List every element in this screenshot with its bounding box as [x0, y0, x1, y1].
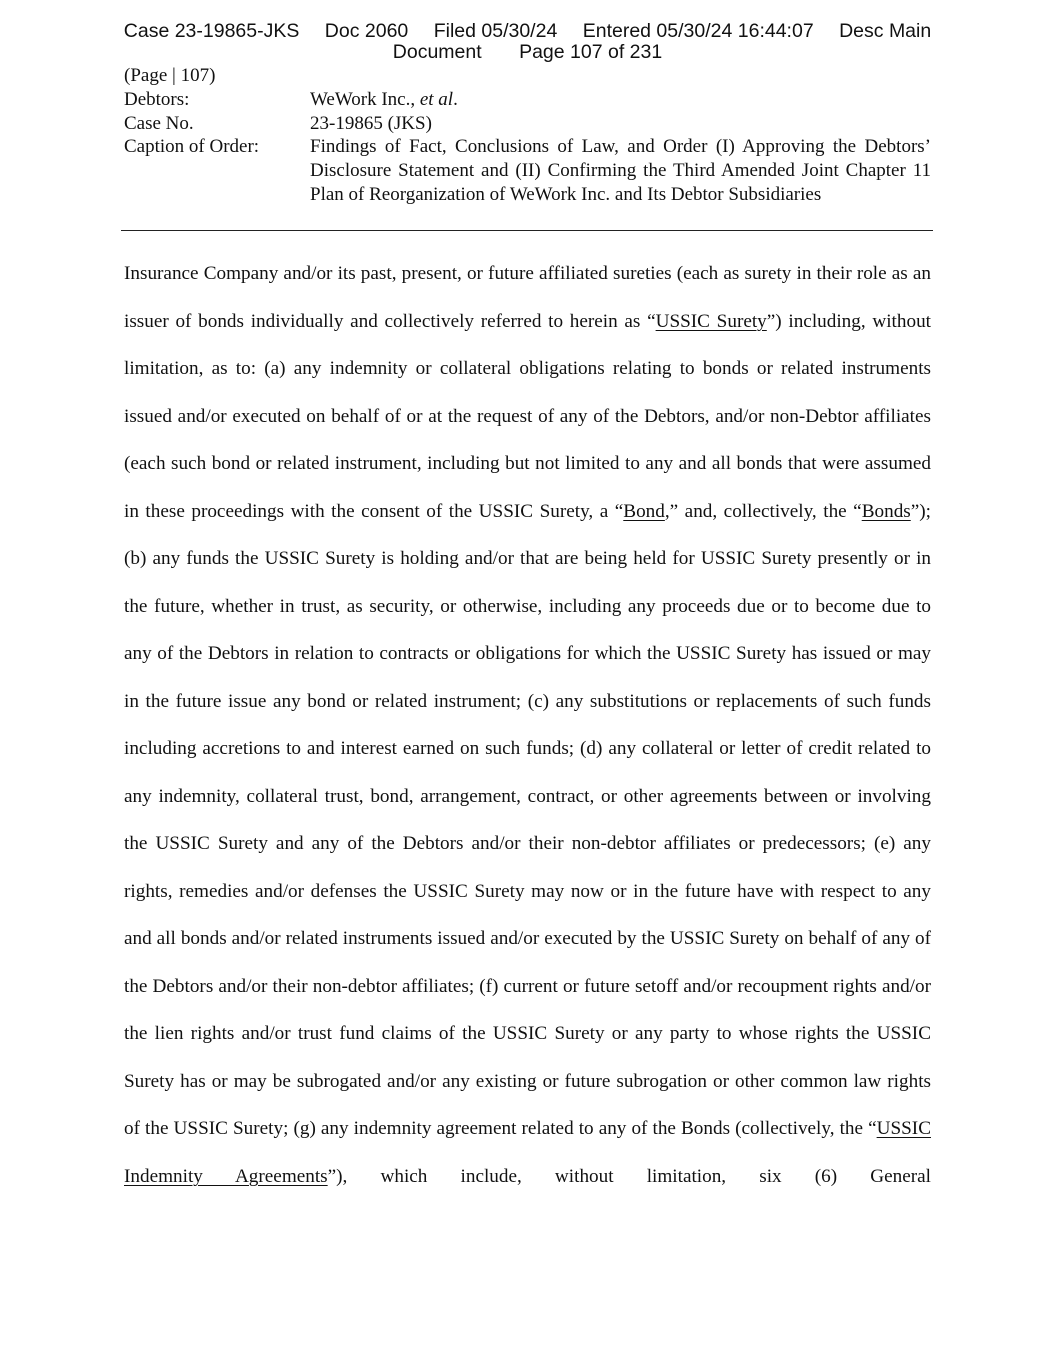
document-stamp: Document	[392, 41, 482, 63]
order-caption-value: Findings of Fact, Conclusions of Law, and Order (I) Approving the Debtors’ Disclosure Statement and (II) Confirming the Third Amended Joint Chapter 11 Plan of Reorganization of WeWork Inc. and Its Debtor Subsidiaries	[310, 136, 931, 205]
defined-term-indemnity-agreements: USSIC Indemnity Agreements	[124, 1118, 931, 1187]
case-value: 23-19865 (JKS)	[310, 112, 432, 134]
caption-block	[124, 64, 931, 207]
page-label-row	[124, 64, 931, 88]
filed-date-stamp: Filed 05/30/24	[433, 20, 558, 42]
caption-divider	[121, 230, 933, 231]
debtors-label: Debtors:	[124, 88, 190, 110]
debtors-row	[124, 88, 931, 112]
order-caption-row	[124, 135, 931, 206]
order-caption-label: Caption of Order:	[124, 136, 260, 158]
case-number-row	[124, 112, 931, 136]
ecf-header-line2	[0, 42, 1055, 63]
case-label: Case No.	[124, 112, 194, 134]
page-count-stamp: Page 107 of 231	[519, 41, 663, 63]
doc-number-stamp: Doc 2060	[324, 20, 409, 42]
ecf-header-line1	[0, 21, 1055, 42]
defined-term-bonds: Bonds	[861, 500, 911, 522]
desc-stamp: Desc Main	[839, 20, 932, 42]
debtors-value: WeWork Inc., et al.	[310, 88, 458, 110]
body-paragraph: Insurance Company and/or its past, present, or future affiliated sureties (each as surety in their role as an issuer of bonds individually and collectively referred to herein as “USSIC Surety”) including, without limitation, as to: (a) any indemnity or collateral obligations relating to bonds or related instruments issued and/or executed on behalf of or at the request of any of the Debtors, and/or non-Debtor affiliates (each such bond or related instrument, including but not limited to any and all bonds that were assumed in these proceedings with the consent of the USSIC Surety, a “Bond,” and, collectively, the “Bonds”); (b) any funds the USSIC Surety is holding and/or that are being held for USSIC Surety presently or in the future, whether in trust, as security, or otherwise, including any proceeds due or to become due to any of the Debtors in relation to contracts or obligations for which the USSIC Surety has issued or may in the future issue any bond or related instrument; (c) any substitutions or replacements of such funds including accretions to and interest earned on such funds; (d) any collateral or letter of credit related to any indemnity, collateral trust, bond, arrangement, contract, or other agreements between or involving the USSIC Surety and any of the Debtors and/or their non-debtor affiliates or predecessors; (e) any rights, remedies and/or defenses the USSIC Surety may now or in the future have with respect to any and all bonds and/or related instruments issued and/or executed by the USSIC Surety on behalf of any of the Debtors and/or their non-debtor affiliates; (f) current or future setoff and/or recoupment rights and/or the lien rights and/or trust fund claims of the USSIC Surety or any party to whose rights the USSIC Surety has or may be subrogated and/or any existing or future subrogation or other common law rights of the USSIC Surety; (g) any indemnity agreement related to any of the Bonds (collectively, the “USSIC Indemnity Agreements”), which include, without limitation, six (6) General	[124, 263, 931, 1187]
page-label: (Page | 107)	[124, 65, 216, 86]
case-number-stamp: Case 23-19865-JKS	[123, 20, 300, 42]
defined-term-bond: Bond	[623, 500, 665, 522]
defined-term-ussic-surety: USSIC Surety	[655, 310, 767, 332]
entered-date-stamp: Entered 05/30/24 16:44:07	[582, 20, 814, 42]
